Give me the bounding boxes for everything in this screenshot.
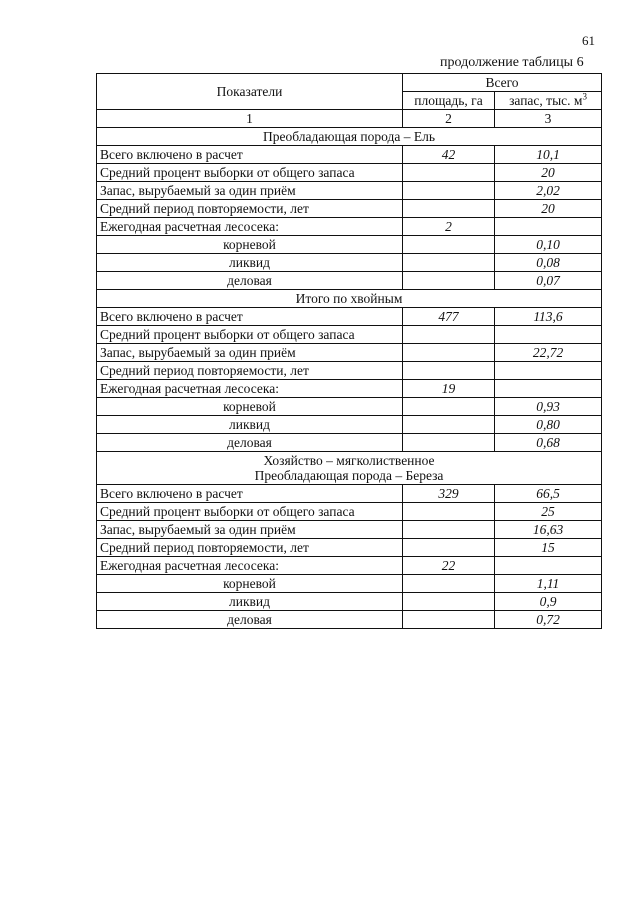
table-row [97, 539, 602, 557]
row-label: Средний процент выборки от общего запаса [97, 503, 403, 521]
row-stock: 0,80 [495, 416, 602, 434]
row-area [403, 611, 495, 629]
section-title-line: Итого по хвойным [295, 291, 403, 306]
header-area: площадь, га [403, 92, 495, 110]
header-stock: запас, тыс. $м^3$ [495, 92, 602, 110]
table-row [97, 611, 602, 629]
row-stock: 20 [495, 200, 602, 218]
table-row [97, 200, 602, 218]
row-area: 42 [403, 146, 495, 164]
table-row [97, 182, 602, 200]
row-area [403, 434, 495, 452]
row-stock: 15 [495, 539, 602, 557]
row-stock [495, 362, 602, 380]
row-area [403, 236, 495, 254]
row-label: Запас, вырубаемый за один приём [97, 344, 403, 362]
column-number: 2 [403, 110, 495, 128]
table-row [97, 575, 602, 593]
section-header-row [97, 452, 602, 485]
row-label: Ежегодная расчетная лесосека: [97, 380, 403, 398]
row-area [403, 326, 495, 344]
header-indicators: Показатели [97, 74, 403, 110]
section-header-row [97, 290, 602, 308]
row-area [403, 362, 495, 380]
table-row [97, 254, 602, 272]
row-label: деловая [97, 434, 403, 452]
row-label: Запас, вырубаемый за один приём [97, 182, 403, 200]
row-area [403, 593, 495, 611]
table-row [97, 326, 602, 344]
forest-table [96, 73, 602, 629]
row-area: 329 [403, 485, 495, 503]
section-subtitle-line: Преобладающая порода – Береза [254, 468, 444, 483]
row-stock: 1,11 [495, 575, 602, 593]
row-area [403, 344, 495, 362]
row-label: ликвид [97, 593, 403, 611]
row-label: Средний процент выборки от общего запаса [97, 326, 403, 344]
row-stock: 0,9 [495, 593, 602, 611]
row-area: 2 [403, 218, 495, 236]
row-label: ликвид [97, 416, 403, 434]
row-label: корневой [97, 398, 403, 416]
row-area: 19 [403, 380, 495, 398]
table-row [97, 146, 602, 164]
row-area [403, 398, 495, 416]
column-number: 1 [97, 110, 403, 128]
row-stock: 2,02 [495, 182, 602, 200]
row-stock: 25 [495, 503, 602, 521]
table-row [97, 362, 602, 380]
row-area: 22 [403, 557, 495, 575]
row-label: Средний период повторяемости, лет [97, 200, 403, 218]
row-stock [495, 380, 602, 398]
row-area [403, 539, 495, 557]
row-area [403, 182, 495, 200]
row-label: Запас, вырубаемый за один приём [97, 521, 403, 539]
table-row [97, 236, 602, 254]
row-label: Всего включено в расчет [97, 146, 403, 164]
table-row [97, 521, 602, 539]
row-area [403, 575, 495, 593]
table-row [97, 272, 602, 290]
row-stock: 0,72 [495, 611, 602, 629]
row-label: Ежегодная расчетная лесосека: [97, 218, 403, 236]
row-label: деловая [97, 611, 403, 629]
row-label: деловая [97, 272, 403, 290]
row-area [403, 416, 495, 434]
table-row [97, 593, 602, 611]
table-row [97, 434, 602, 452]
row-area [403, 521, 495, 539]
row-label: Всего включено в расчет [97, 485, 403, 503]
table-row [97, 164, 602, 182]
continuation-label: продолжение таблицы 6 [440, 55, 584, 70]
row-label: Ежегодная расчетная лесосека: [97, 557, 403, 575]
row-area [403, 503, 495, 521]
row-stock: 0,93 [495, 398, 602, 416]
row-label: корневой [97, 575, 403, 593]
column-number: 3 [495, 110, 602, 128]
row-stock: 113,6 [495, 308, 602, 326]
row-stock: 0,68 [495, 434, 602, 452]
section-title [97, 128, 602, 146]
row-stock: 0,07 [495, 272, 602, 290]
row-area [403, 254, 495, 272]
table-body [97, 128, 602, 629]
page-number: 61 [582, 33, 595, 48]
section-title [97, 290, 602, 308]
table-row [97, 398, 602, 416]
table-row [97, 218, 602, 236]
table-row [97, 308, 602, 326]
row-label: корневой [97, 236, 403, 254]
row-stock: 66,5 [495, 485, 602, 503]
header-total: Всего [403, 74, 602, 92]
row-label: Всего включено в расчет [97, 308, 403, 326]
section-title-line: Хозяйство – мягколиственное [263, 453, 435, 468]
section-title [97, 452, 602, 485]
row-stock [495, 557, 602, 575]
row-stock: 16,63 [495, 521, 602, 539]
row-stock: 20 [495, 164, 602, 182]
row-label: ликвид [97, 254, 403, 272]
row-label: Средний период повторяемости, лет [97, 362, 403, 380]
section-title-line: Преобладающая порода – Ель [263, 129, 436, 144]
row-stock: 0,08 [495, 254, 602, 272]
row-stock: 10,1 [495, 146, 602, 164]
row-label: Средний процент выборки от общего запаса [97, 164, 403, 182]
table-row [97, 503, 602, 521]
row-label: Средний период повторяемости, лет [97, 539, 403, 557]
row-stock: 22,72 [495, 344, 602, 362]
section-header-row [97, 128, 602, 146]
table-row [97, 485, 602, 503]
table-row [97, 416, 602, 434]
row-area: 477 [403, 308, 495, 326]
row-stock [495, 218, 602, 236]
row-stock: 0,10 [495, 236, 602, 254]
row-area [403, 200, 495, 218]
table-row [97, 344, 602, 362]
table-row [97, 380, 602, 398]
row-stock [495, 326, 602, 344]
row-area [403, 164, 495, 182]
table-row [97, 557, 602, 575]
row-area [403, 272, 495, 290]
